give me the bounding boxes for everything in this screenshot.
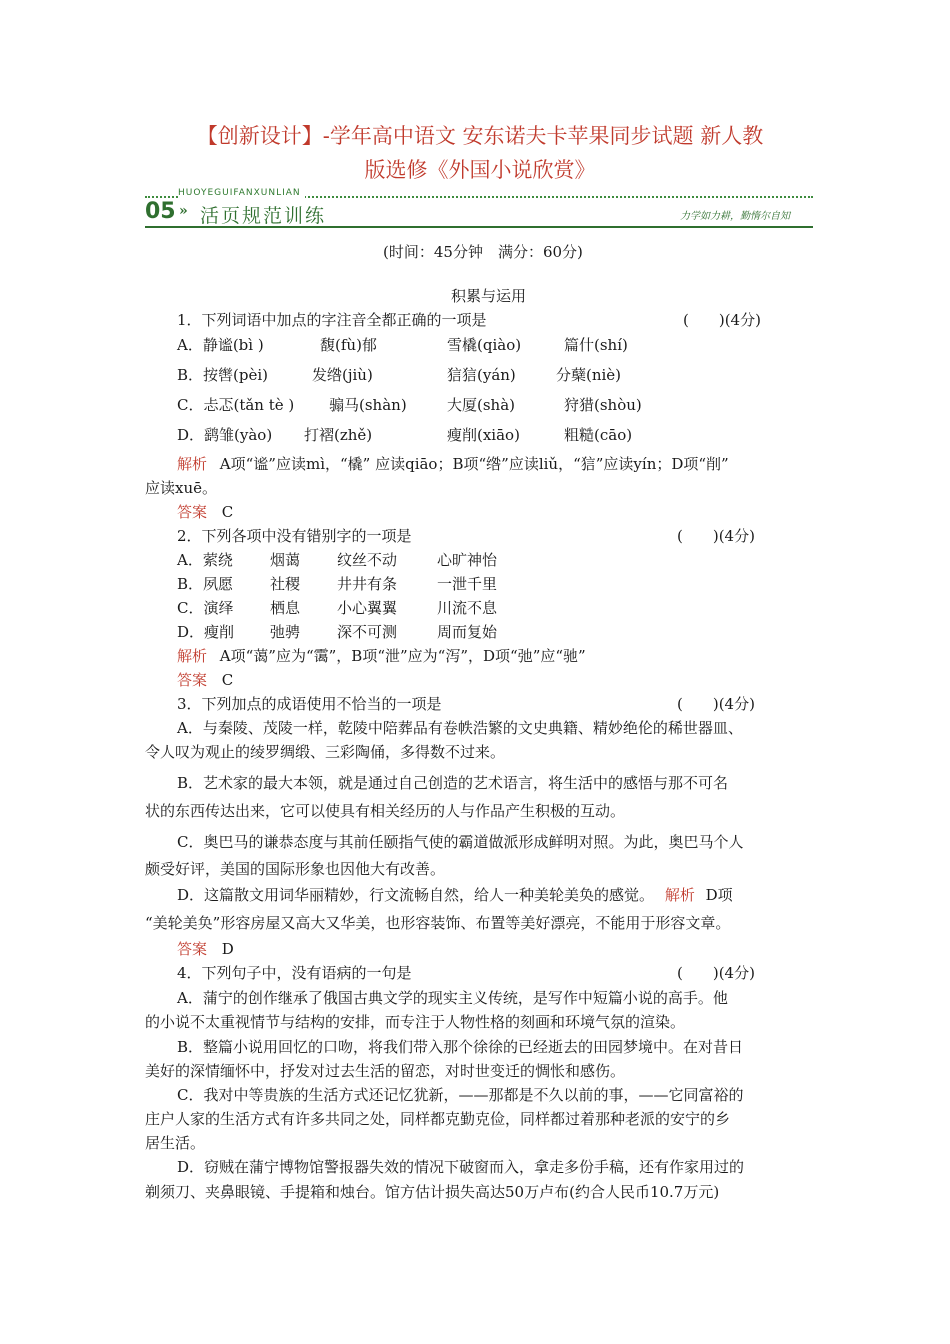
q1-option-b: [177, 365, 817, 385]
q4-option-d-line1: D．窃贼在蒲宁博物馆警报器失效的情况下破窗而入，拿走多份手稿，还有作家用过的: [177, 1158, 745, 1176]
q1-points: ( )(4分): [683, 311, 761, 329]
q2-points: ( )(4分): [677, 527, 755, 545]
q2-c-1: C．演绎: [177, 599, 234, 617]
q1-a-4: 篇什(shí): [564, 336, 628, 354]
q2-option-a: [177, 550, 737, 570]
q4-points: ( )(4分): [677, 964, 755, 982]
q2-a-3: 纹丝不动: [337, 551, 398, 569]
q1-analysis-text: A项“谧”应读mì，“橇” 应读qiāo；B项“绺”应读liǔ，“狺”应读yín；D项“削”: [219, 455, 729, 473]
q4-option-a-line2: 的小说不太重视情节与结构的安排，而专注于人物性格的刻画和环境气氛的渲染。: [145, 1013, 686, 1031]
q1-d-3: 瘦削(xiāo): [447, 426, 520, 444]
q2-a-2: 烟蔼: [270, 551, 301, 569]
q4-option-c-line3: 居生活。: [145, 1134, 206, 1152]
answer-label: 答案: [177, 503, 208, 521]
banner-motto: 力学如力耕，勤惰尔自知: [680, 211, 790, 222]
q4-option-a-line1: A．蒲宁的创作继承了俄国古典文学的现实主义传统，是写作中短篇小说的高手。他: [177, 989, 728, 1007]
q3-option-b-line1: B．艺术家的最大本领，就是通过自己创造的艺术语言，将生活中的感悟与那不可名: [177, 774, 729, 792]
q1-answer: [177, 502, 233, 522]
document-title-line1: 【创新设计】-学年高中语文 安东诺夫卡苹果同步试题 新人教: [196, 124, 764, 148]
q3-option-a-line2: 令人叹为观止的绫罗绸缎、三彩陶俑，多得数不过来。: [145, 743, 506, 761]
answer-label: 答案: [177, 940, 208, 958]
q2-c-3: 小心翼翼: [337, 599, 398, 617]
q4-option-b-line1: B．整篇小说用回忆的口吻，将我们带入那个徐徐的已经逝去的田园梦境中。在对昔日: [177, 1038, 744, 1056]
q3-answer-value: D: [221, 940, 234, 958]
section-heading: 积累与运用: [451, 287, 527, 305]
q3-analysis-line2: “美轮美奂”形容房屋又高大又华美，也形容装饰、布置等美好漂亮，不能用于形容文章。: [145, 914, 731, 932]
q1-a-1: A．静谧(bì ): [177, 336, 264, 354]
q4-option-c-line2: 庄户人家的生活方式有许多共同之处，同样都克勤克俭，同样都过着那种老派的安宁的乡: [145, 1110, 731, 1128]
q2-option-b: [177, 574, 737, 594]
analysis-label: 解析: [664, 886, 695, 904]
q2-b-3: 井井有条: [337, 575, 398, 593]
q2-analysis: [177, 646, 586, 666]
q2-b-1: B．夙愿: [177, 575, 234, 593]
q1-d-1: D．鹞雏(yào): [177, 426, 273, 444]
q1-option-c: [177, 395, 817, 415]
q2-stem: 2．下列各项中没有错别字的一项是: [177, 527, 412, 545]
q1-b-1: B．按辔(pèi): [177, 366, 269, 384]
q1-c-4: 狩猎(shòu): [564, 396, 642, 414]
q3-option-b-line2: 状的东西传达出来，它可以使具有相关经历的人与作品产生积极的互动。: [145, 802, 626, 820]
q1-c-3: 大厦(shà): [447, 396, 516, 414]
document-title-line2: 版选修《外国小说欣赏》: [364, 158, 596, 182]
q1-analysis-line2: 应读xuē。: [145, 479, 217, 497]
q1-option-d: [177, 425, 817, 445]
q1-c-1: C．忐忑(tǎn tè ): [177, 396, 295, 414]
q2-option-d: [177, 622, 737, 642]
q1-c-2: 骟马(shàn): [329, 396, 407, 414]
q2-a-4: 心旷神怡: [437, 551, 498, 569]
q3-stem: 3．下列加点的成语使用不恰当的一项是: [177, 695, 442, 713]
banner-pinyin: HUOYEGUIFANXUNLIAN: [178, 188, 305, 198]
chevron-right-icon: »: [179, 203, 188, 219]
answer-label: 答案: [177, 671, 208, 689]
q3-option-a-line1: A．与秦陵、茂陵一样，乾陵中陪葬品有卷帙浩繁的文史典籍、精妙绝伦的稀世器皿、: [177, 719, 743, 737]
q2-d-1: D．瘦削: [177, 623, 235, 641]
q1-option-a: [177, 335, 817, 355]
q2-d-3: 深不可测: [337, 623, 398, 641]
q3-points: ( )(4分): [677, 695, 755, 713]
q1-d-4: 粗糙(cāo): [564, 426, 633, 444]
q1-a-3: 雪橇(qiào): [447, 336, 522, 354]
q1-b-3: 狺狺(yán): [447, 366, 516, 384]
q2-d-2: 弛骋: [270, 623, 301, 641]
q3-option-c-line2: 颇受好评，美国的国际形象也因他大有改善。: [145, 860, 446, 878]
q2-b-2: 社稷: [270, 575, 301, 593]
q1-b-2: 发绺(jiù): [312, 366, 373, 384]
q3-analysis-start: D项: [705, 886, 733, 904]
q1-answer-value: C: [221, 503, 234, 521]
banner-number: 05: [145, 199, 176, 224]
q1-analysis: [177, 454, 729, 474]
q1-a-2: 馥(fù)郁: [320, 336, 377, 354]
q1-d-2: 打褶(zhě): [304, 426, 373, 444]
q2-c-2: 栖息: [270, 599, 301, 617]
analysis-label: 解析: [177, 647, 208, 665]
q4-option-b-line2: 美好的深情缅怀中，抒发对过去生活的留恋，对时世变迁的惆怅和感伤。: [145, 1062, 626, 1080]
q1-stem: 1．下列词语中加点的字注音全都正确的一项是: [177, 311, 487, 329]
banner-title: 活页规范训练: [200, 205, 327, 227]
time-score-info: (时间：45分钟 满分：60分): [383, 243, 583, 261]
q2-b-4: 一泄千里: [437, 575, 498, 593]
q4-option-c-line1: C．我对中等贵族的生活方式还记忆犹新，——那都是不久以前的事，——它同富裕的: [177, 1086, 744, 1104]
banner-rule: [145, 226, 813, 228]
analysis-label: 解析: [177, 455, 208, 473]
q2-d-4: 周而复始: [437, 623, 498, 641]
q3-option-d: [177, 885, 733, 905]
q2-answer: [177, 670, 233, 690]
q2-a-1: A．萦绕: [177, 551, 233, 569]
q3-answer: [177, 939, 234, 959]
q1-b-4: 分蘖(niè): [556, 366, 622, 384]
q2-analysis-text: A项“蔼”应为“霭”，B项“泄”应为“泻”，D项“弛”应“驰”: [219, 647, 586, 665]
q3-option-c-line1: C．奥巴马的谦恭态度与其前任颐指气使的霸道做派形成鲜明对照。为此，奥巴马个人: [177, 833, 744, 851]
q4-stem: 4．下列句子中，没有语病的一句是: [177, 964, 412, 982]
q3-option-d-text: D．这篇散文用词华丽精妙，行文流畅自然，给人一种美轮美奂的感觉。: [177, 886, 655, 904]
q2-answer-value: C: [221, 671, 234, 689]
q4-option-d-line2: 剃须刀、夹鼻眼镜、手提箱和烛台。馆方估计损失高达50万卢布(约合人民币10.7万元): [145, 1183, 720, 1201]
q2-option-c: [177, 598, 737, 618]
q2-c-4: 川流不息: [437, 599, 498, 617]
